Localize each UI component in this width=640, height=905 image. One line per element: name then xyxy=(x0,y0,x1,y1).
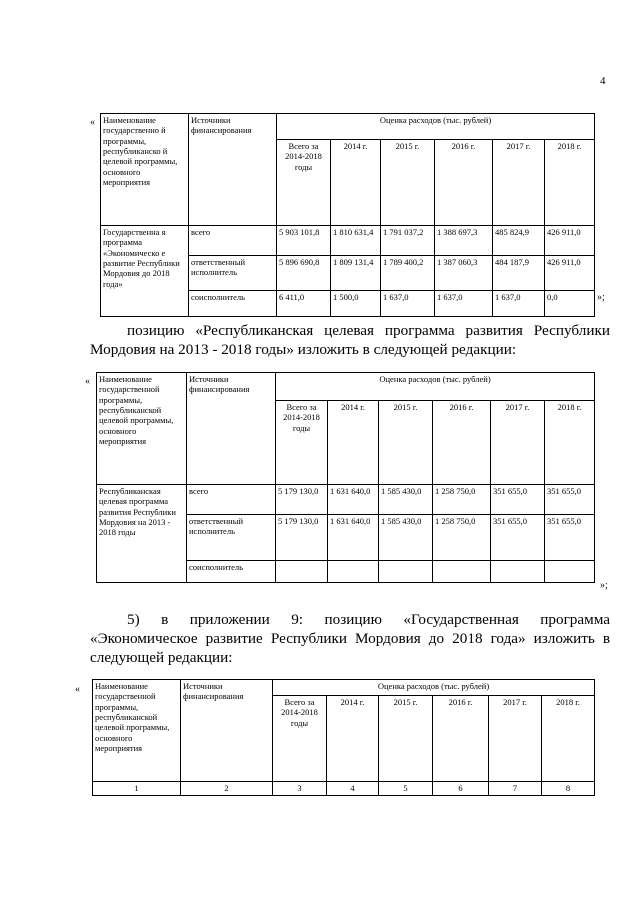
value-cell xyxy=(328,561,379,583)
year-header: 2015 г. xyxy=(379,401,433,485)
year-header: Всего за 2014-2018 годы xyxy=(277,140,331,226)
open-quote-3: « xyxy=(75,684,80,695)
value-cell: 1 631 640,0 xyxy=(328,515,379,561)
year-header: Всего за 2014-2018 годы xyxy=(276,401,328,485)
col-header-name: Наименование государственной программы, республиканской целевой программы, основного мероприятия xyxy=(93,680,181,782)
year-header: Всего за 2014-2018 годы xyxy=(273,696,327,782)
year-header: 2015 г. xyxy=(379,696,433,782)
value-cell: 485 824,9 xyxy=(493,226,545,256)
year-header: 2018 г. xyxy=(545,140,595,226)
value-cell: 1 500,0 xyxy=(331,291,381,317)
paragraph-line: позицию «Республиканская целевая программа развития Республики xyxy=(127,322,610,339)
value-cell: 1 809 131,4 xyxy=(331,256,381,291)
year-header: 2014 г. xyxy=(328,401,379,485)
value-cell: 1 637,0 xyxy=(435,291,493,317)
open-quote-1: « xyxy=(90,117,95,128)
value-cell xyxy=(545,561,595,583)
table-3 xyxy=(92,679,595,796)
value-cell xyxy=(276,561,328,583)
paragraph-line: «Экономическое развитие Республики Мордовия до 2018 года» изложить в xyxy=(90,630,610,647)
value-cell: 484 187,9 xyxy=(493,256,545,291)
value-cell xyxy=(491,561,545,583)
value-cell: 5 896 690,8 xyxy=(277,256,331,291)
source-cell: всего xyxy=(189,226,277,256)
col-header-estimate: Оценка расходов (тыс. рублей) xyxy=(273,680,595,696)
value-cell: 351 655,0 xyxy=(491,515,545,561)
value-cell xyxy=(379,561,433,583)
value-cell: 1 585 430,0 xyxy=(379,485,433,515)
source-cell: соисполнитель xyxy=(187,561,276,583)
value-cell: 1 631 640,0 xyxy=(328,485,379,515)
year-header: 2017 г. xyxy=(491,401,545,485)
close-mark-1: »; xyxy=(597,292,605,303)
program-name: Государственна я программа «Экономическо е развитие Республики Мордовия до 2018 года» xyxy=(101,226,189,317)
value-cell: 1 258 750,0 xyxy=(433,515,491,561)
source-cell: всего xyxy=(187,485,276,515)
col-number: 7 xyxy=(489,782,542,796)
year-header: 2018 г. xyxy=(542,696,595,782)
col-header-estimate: Оценка расходов (тыс. рублей) xyxy=(277,114,595,140)
table-2 xyxy=(96,372,595,583)
value-cell: 1 637,0 xyxy=(381,291,435,317)
year-header: 2016 г. xyxy=(433,696,489,782)
paragraph-line: 5) в приложении 9: позицию «Государственная программа xyxy=(127,611,610,628)
table-row xyxy=(93,782,595,796)
col-number: 5 xyxy=(379,782,433,796)
paragraph-line: Мордовия на 2013 - 2018 годы» изложить в следующей редакции: xyxy=(90,341,517,358)
paragraph-2 xyxy=(90,610,610,667)
year-header: 2014 г. xyxy=(331,140,381,226)
value-cell: 1 585 430,0 xyxy=(379,515,433,561)
col-header-source: Источники финансирования xyxy=(187,373,276,485)
year-header: 2016 г. xyxy=(435,140,493,226)
col-number: 4 xyxy=(327,782,379,796)
year-header: 2015 г. xyxy=(381,140,435,226)
year-header: 2016 г. xyxy=(433,401,491,485)
paragraph-1 xyxy=(90,321,610,359)
program-name: Республиканская целевая программа развития Республики Мордовия на 2013 - 2018 годы xyxy=(97,485,187,583)
col-number: 2 xyxy=(181,782,273,796)
table-row xyxy=(101,226,595,256)
value-cell: 1 258 750,0 xyxy=(433,485,491,515)
value-cell: 1 791 037,2 xyxy=(381,226,435,256)
close-mark-2: »; xyxy=(600,580,608,591)
value-cell: 426 911,0 xyxy=(545,226,595,256)
col-header-estimate: Оценка расходов (тыс. рублей) xyxy=(276,373,595,401)
value-cell: 1 387 060,3 xyxy=(435,256,493,291)
table-1 xyxy=(100,113,595,317)
value-cell: 351 655,0 xyxy=(545,515,595,561)
source-cell: ответственный исполнитель xyxy=(189,256,277,291)
paragraph-line: следующей редакции: xyxy=(90,649,233,666)
year-header: 2018 г. xyxy=(545,401,595,485)
value-cell: 1 789 400,2 xyxy=(381,256,435,291)
col-header-source: Источники финансирования xyxy=(189,114,277,226)
year-header: 2014 г. xyxy=(327,696,379,782)
value-cell: 351 655,0 xyxy=(491,485,545,515)
value-cell: 1 637,0 xyxy=(493,291,545,317)
table-row xyxy=(97,485,595,515)
source-cell: ответственный исполнитель xyxy=(187,515,276,561)
col-number: 8 xyxy=(542,782,595,796)
value-cell: 426 911,0 xyxy=(545,256,595,291)
value-cell: 5 903 101,8 xyxy=(277,226,331,256)
source-cell: соисполнитель xyxy=(189,291,277,317)
value-cell: 1 810 631,4 xyxy=(331,226,381,256)
col-number: 3 xyxy=(273,782,327,796)
year-header: 2017 г. xyxy=(493,140,545,226)
col-number: 1 xyxy=(93,782,181,796)
col-header-source: Источники финансирования xyxy=(181,680,273,782)
col-header-name: Наименование государственно й программы, республиканско й целевой программы, основного мероприятия xyxy=(101,114,189,226)
value-cell: 351 655,0 xyxy=(545,485,595,515)
value-cell: 0,0 xyxy=(545,291,595,317)
value-cell: 5 179 130,0 xyxy=(276,485,328,515)
value-cell xyxy=(433,561,491,583)
page-number: 4 xyxy=(600,75,606,87)
year-header: 2017 г. xyxy=(489,696,542,782)
value-cell: 6 411,0 xyxy=(277,291,331,317)
value-cell: 5 179 130,0 xyxy=(276,515,328,561)
col-header-name: Наименование государственной программы, республиканской целевой программы, основного мероприятия xyxy=(97,373,187,485)
open-quote-2: « xyxy=(85,376,90,387)
value-cell: 1 388 697,3 xyxy=(435,226,493,256)
col-number: 6 xyxy=(433,782,489,796)
